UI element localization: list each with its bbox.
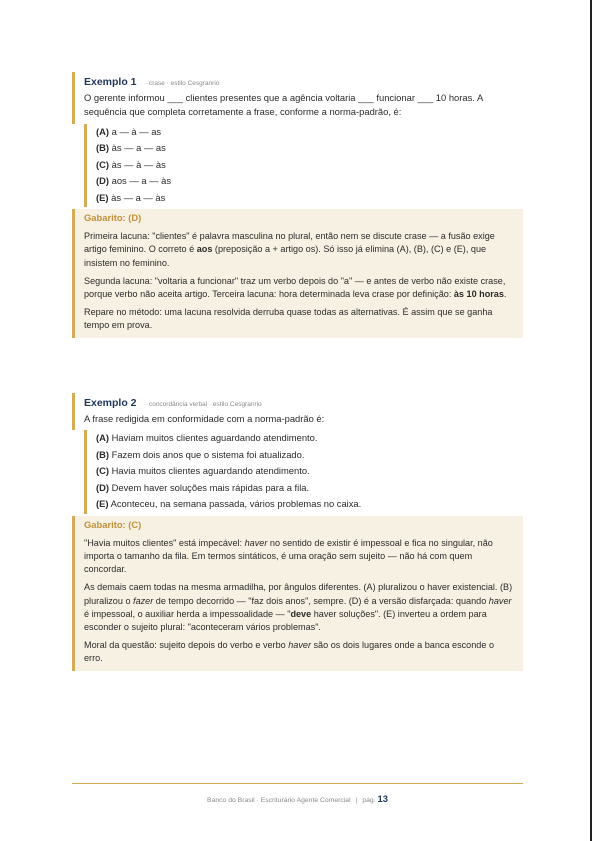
option-c xyxy=(96,463,523,480)
example-2 xyxy=(72,393,523,671)
answer-box xyxy=(72,209,523,337)
option-letter: (A) xyxy=(96,432,110,444)
explanation-paragraph: As demais caem todas na mesma armadilha, por ângulos diferentes. (A) pluralizou o haver existencial. (B) pluralizou o fazer de tempo decorrido — "faz dois anos", sempre. (D) é a versão disfarçada: quando haver é impessoal, o auxiliar herda a impessoalidade — "deve haver soluções". (E) inverteu a ordem para esconder o sujeito plural: "aconteceram vários problemas". xyxy=(84,582,513,633)
options-list xyxy=(84,430,523,514)
option-b xyxy=(96,140,523,157)
page-label: pág. xyxy=(362,797,376,804)
option-b xyxy=(96,447,523,464)
option-letter: (B) xyxy=(96,448,110,460)
option-letter: (B) xyxy=(96,142,110,154)
explanation-paragraph: Primeira lacuna: "clientes" é palavra masculina no plural, então nem se discute crase — a fusão exige artigo feminino. O correto é aos (preposição a + artigo os). Só isso já elimina (A), (B), (C) e (E), que insistem no feminino. xyxy=(84,231,495,268)
options-list xyxy=(84,124,523,208)
explanation-paragraph: Segunda lacuna: "voltaria a funcionar" traz um verbo depois do "a" — e antes de verbo não existe crase, porque verbo não aceita artigo. Terceira lacuna: hora determinada leva crase por definição: às 10 horas. xyxy=(84,275,507,299)
example-title: Exemplo 1 xyxy=(84,76,137,88)
option-text: às — à — às xyxy=(109,158,166,170)
page-number: 13 xyxy=(377,793,388,804)
option-letter: (E) xyxy=(96,498,109,510)
footer-text: Banco do Brasil · Escriturário Agente Comercial xyxy=(207,797,351,804)
gabarito-label: Gabarito: (C) xyxy=(84,518,142,530)
option-letter: (C) xyxy=(96,465,110,477)
example-title: Exemplo 2 xyxy=(84,397,137,409)
option-letter: (D) xyxy=(96,175,110,187)
option-e xyxy=(96,190,523,207)
gabarito-label: Gabarito: (D) xyxy=(84,212,142,224)
option-d xyxy=(96,173,523,190)
explanation-paragraph: "Havia muitos clientes" está impecável: haver no sentido de existir é impessoal e fica no singular, não importa o tamanho da fila. Em termos sintáticos, é uma oração sem sujeito — não há com quem concordar. xyxy=(84,537,493,575)
option-letter: (C) xyxy=(96,158,110,170)
option-d xyxy=(96,480,523,497)
option-text: a — à — as xyxy=(109,125,162,137)
example-tag: · crase · estilo Cesgranrio xyxy=(144,80,220,87)
option-letter: (E) xyxy=(96,191,109,203)
option-a xyxy=(96,430,523,447)
option-text: Fazem dois anos que o sistema foi atualizado. xyxy=(109,448,305,460)
footer-separator: | xyxy=(355,797,358,804)
question-stem: O gerente informou ___ clientes presentes que a agência voltaria ___ funcionar ___ 10 horas. A sequência que completa corretamente a frase, conforme a norma-padrão, é: xyxy=(84,92,483,118)
option-text: Haviam muitos clientes aguardando atendimento. xyxy=(109,432,318,444)
option-text: às — a — às xyxy=(108,191,166,203)
option-text: Devem haver soluções mais rápidas para a fila. xyxy=(109,481,310,493)
option-c xyxy=(96,157,523,174)
option-e xyxy=(96,496,523,513)
explanation-paragraph: Moral da questão: sujeito depois do verbo e verbo haver são os dois lugares onde a banca esconde o erro. xyxy=(84,640,495,664)
option-text: Aconteceu, na semana passada, vários problemas no caixa. xyxy=(108,498,362,510)
footer-divider xyxy=(72,783,523,784)
option-letter: (D) xyxy=(96,481,110,493)
example-header xyxy=(72,72,523,124)
option-text: aos — a — às xyxy=(109,175,172,187)
option-a xyxy=(96,124,523,141)
explanation-paragraph: Repare no método: uma lacuna resolvida derruba quase todas as alternativas. É assim que se ganha tempo em prova. xyxy=(84,307,493,331)
option-text: às — a — as xyxy=(109,142,166,154)
page-footer xyxy=(72,792,523,808)
option-text: Havia muitos clientes aguardando atendimento. xyxy=(109,465,310,477)
question-stem: A frase redigida em conformidade com a norma-padrão é: xyxy=(84,413,325,424)
answer-box xyxy=(72,516,523,671)
option-letter: (A) xyxy=(96,125,110,137)
example-1 xyxy=(72,72,523,338)
example-header xyxy=(72,393,523,430)
example-tag: · concordância verbal · estilo Cesgranrio xyxy=(144,401,262,408)
